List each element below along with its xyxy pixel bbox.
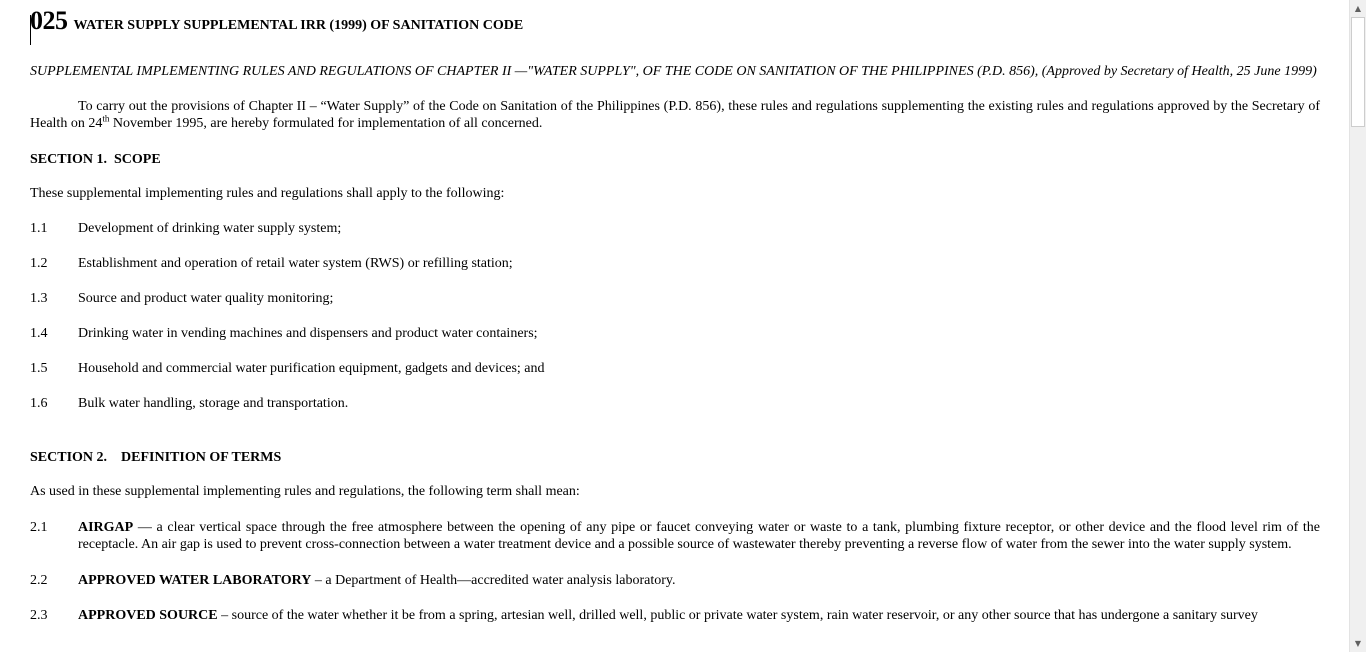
definition-body: [78, 607, 1320, 625]
section-1-heading: SECTION 1. SCOPE: [30, 151, 161, 167]
intro-text-part1: To carry out the provisions of Chapter II – “Water Supply” of the Code on Sanitation of the Philippines (P.D. 856), these rules and regulations supplementing the existing rules and regulations approved by the Secretary of Health on 24: [30, 98, 1320, 131]
definition-term: APPROVED SOURCE: [78, 608, 218, 623]
list-item-number: 1.6: [30, 396, 48, 411]
definition-text: – source of the water whether it be from a spring, artesian well, drilled well, public or private water system, rain water reservoir, or any other source that has undergone a sanitary survey: [217, 608, 1258, 623]
list-item-text: Bulk water handling, storage and transportation.: [78, 396, 349, 411]
definition-number: 2.3: [30, 608, 48, 623]
document-content: [30, 6, 1320, 625]
document-title: [30, 6, 1320, 50]
definition-body: [78, 519, 1320, 554]
list-item-number: 1.1: [30, 221, 48, 236]
scroll-up-arrow-icon[interactable]: ▲: [1350, 0, 1366, 17]
definition-term: AIRGAP: [78, 519, 134, 535]
definition-item: [30, 572, 1320, 590]
definition-item: [30, 607, 1320, 625]
list-item: [30, 360, 1320, 378]
definition-number: 2.1: [30, 519, 48, 535]
list-item-number: 1.3: [30, 291, 48, 306]
list-item-text: Establishment and operation of retail water system (RWS) or refilling station;: [78, 256, 513, 271]
definition-text: — a clear vertical space through the free atmosphere between the opening of any pipe or faucet conveying water or waste to a tank, plumbing fixture receptor, or other device and the flood level rim of the receptacle. An air gap is used to prevent cross-connection between a water treatment device and a possible source of wastewater thereby preventing a reverse flow of water from the sewer into the water supply system.: [78, 519, 1320, 552]
list-item: [30, 325, 1320, 343]
intro-paragraph: [30, 98, 1320, 133]
list-item: [30, 290, 1320, 308]
definition-item: [30, 519, 1320, 554]
definition-text: – a Department of Health—accredited water analysis laboratory.: [311, 572, 676, 588]
list-item: [30, 255, 1320, 273]
list-item-number: 1.5: [30, 361, 48, 376]
title-text: WATER SUPPLY SUPPLEMENTAL IRR (1999) OF SANITATION CODE: [73, 18, 524, 33]
definition-term: APPROVED WATER LABORATORY: [78, 572, 312, 588]
list-item: [30, 395, 1320, 413]
scroll-down-arrow-icon[interactable]: ▼: [1350, 635, 1366, 652]
section-2-heading: SECTION 2. DEFINITION OF TERMS: [30, 449, 282, 465]
scrollbar-thumb[interactable]: [1351, 17, 1365, 127]
definition-body: [78, 572, 1320, 590]
title-number: 025: [30, 6, 68, 35]
document-subtitle: SUPPLEMENTAL IMPLEMENTING RULES AND REGULATIONS OF CHAPTER II —"WATER SUPPLY", OF THE CODE ON SANITATION OF THE PHILIPPINES (P.D. 856), (Approved by Secretary of Health, 25 June 1999): [30, 64, 1317, 79]
vertical-scrollbar[interactable]: [1349, 0, 1366, 652]
intro-superscript: th: [102, 113, 110, 124]
definition-number: 2.2: [30, 572, 48, 588]
list-item: [30, 220, 1320, 238]
list-item-text: Household and commercial water purification equipment, gadgets and devices; and: [78, 361, 545, 376]
list-item-text: Drinking water in vending machines and dispensers and product water containers;: [78, 326, 538, 341]
section-1-lead: These supplemental implementing rules and regulations shall apply to the following:: [30, 186, 505, 201]
list-item-number: 1.4: [30, 326, 48, 341]
list-item-text: Source and product water quality monitoring;: [78, 291, 334, 306]
intro-text-part2: November 1995, are hereby formulated for implementation of all concerned.: [109, 116, 543, 131]
section-2-lead: As used in these supplemental implementing rules and regulations, the following term shall mean:: [30, 484, 580, 499]
list-item-text: Development of drinking water supply system;: [78, 221, 342, 236]
list-item-number: 1.2: [30, 256, 48, 271]
